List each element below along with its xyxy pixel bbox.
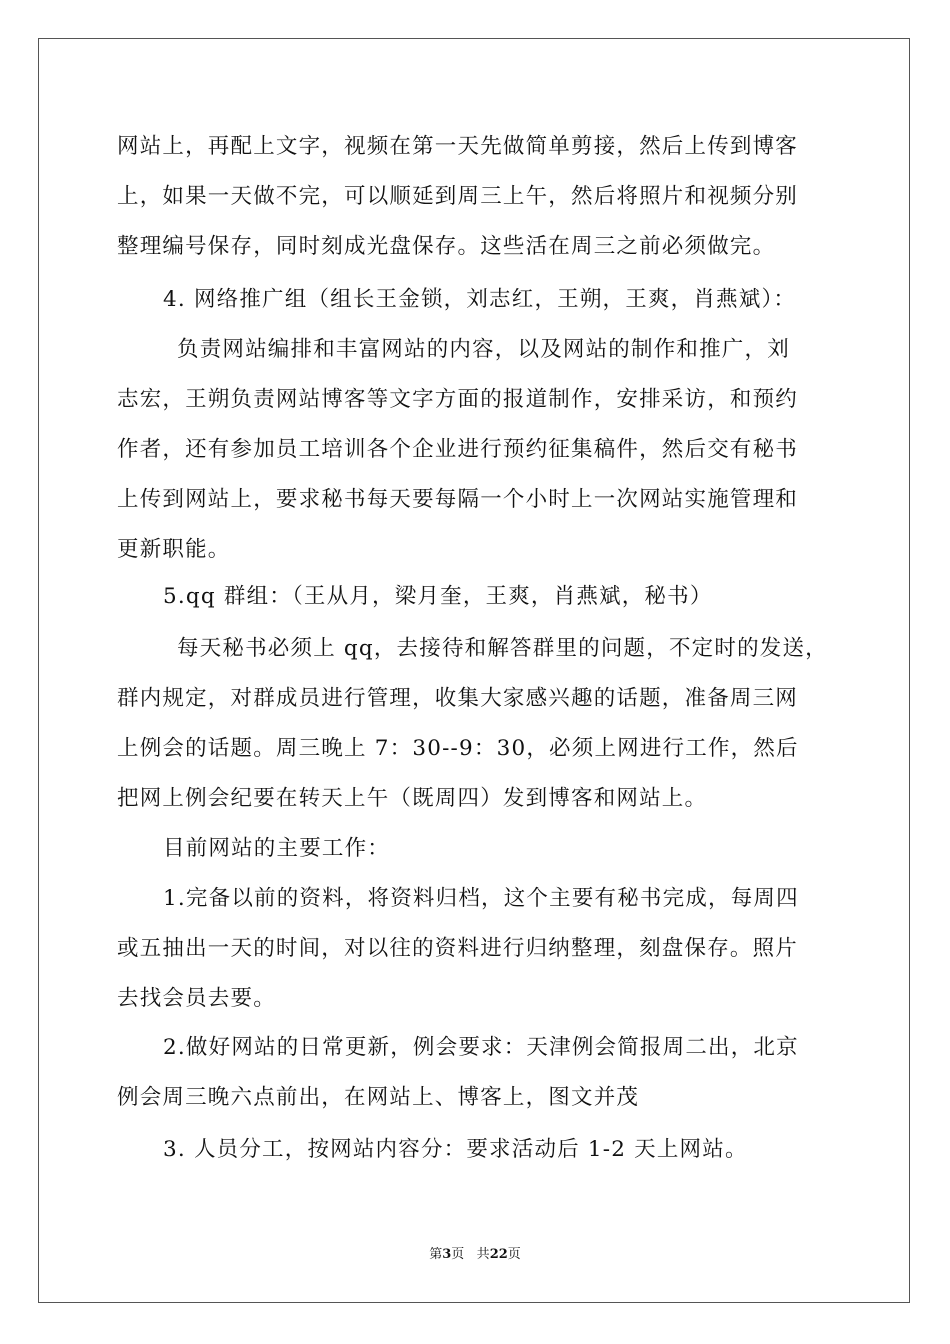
text-line: 目前网站的主要工作：: [163, 836, 391, 861]
text-line: 群内规定，对群成员进行管理，收集大家感兴趣的话题，准备周三网: [117, 686, 799, 711]
text-line: 负责网站编排和丰富网站的内容，以及网站的制作和推广，刘: [177, 337, 790, 362]
text-line: 1.完备以前的资料，将资料归档，这个主要有秘书完成，每周四: [163, 886, 799, 911]
text-line: 每天秘书必须上 qq，去接待和解答群里的问题，不定时的发送，: [177, 636, 828, 661]
text-line: 2.做好网站的日常更新，例会要求：天津例会简报周二出，北京: [163, 1035, 799, 1060]
total-label-prefix: 共: [476, 1247, 490, 1262]
text-line: 上传到网站上，要求秘书每天要每隔一个小时上一次网站实施管理和: [117, 487, 799, 512]
text-line: 去找会员去要。: [117, 986, 276, 1011]
text-line: 例会周三晚六点前出，在网站上、博客上，图文并茂: [117, 1085, 640, 1110]
text-line: 或五抽出一天的时间，对以往的资料进行归纳整理，刻盘保存。照片: [117, 936, 799, 961]
page-border: [38, 38, 910, 1303]
text-line: 志宏，王朔负责网站博客等文字方面的报道制作，安排采访，和预约: [117, 387, 799, 412]
page-label-suffix: 页: [451, 1247, 465, 1262]
text-line: 5.qq 群组：（王从月，梁月奎，王爽，肖燕斌，秘书）: [163, 584, 713, 609]
text-line: 上例会的话题。周三晚上 7：30--9：30，必须上网进行工作，然后: [117, 736, 799, 761]
text-line: 上，如果一天做不完，可以顺延到周三上午，然后将照片和视频分别: [117, 184, 799, 209]
page-number: 3: [442, 1247, 452, 1262]
page-footer: [0, 1246, 950, 1264]
text-line: 4. 网络推广组（组长王金锁，刘志红，王朔，王爽，肖燕斌）：: [163, 287, 797, 312]
text-line: 网站上，再配上文字，视频在第一天先做简单剪接，然后上传到博客: [117, 134, 799, 159]
total-label-suffix: 页: [507, 1247, 521, 1262]
text-line: 把网上例会纪要在转天上午（既周四）发到博客和网站上。: [117, 786, 708, 811]
page-label-prefix: 第: [429, 1247, 443, 1262]
text-line: 更新职能。: [117, 537, 231, 562]
text-line: 3. 人员分工，按网站内容分：要求活动后 1-2 天上网站。: [163, 1137, 748, 1162]
total-pages: 22: [489, 1247, 508, 1262]
text-line: 作者，还有参加员工培训各个企业进行预约征集稿件，然后交有秘书: [117, 437, 799, 462]
text-line: 整理编号保存，同时刻成光盘保存。这些活在周三之前必须做完。: [117, 234, 776, 259]
